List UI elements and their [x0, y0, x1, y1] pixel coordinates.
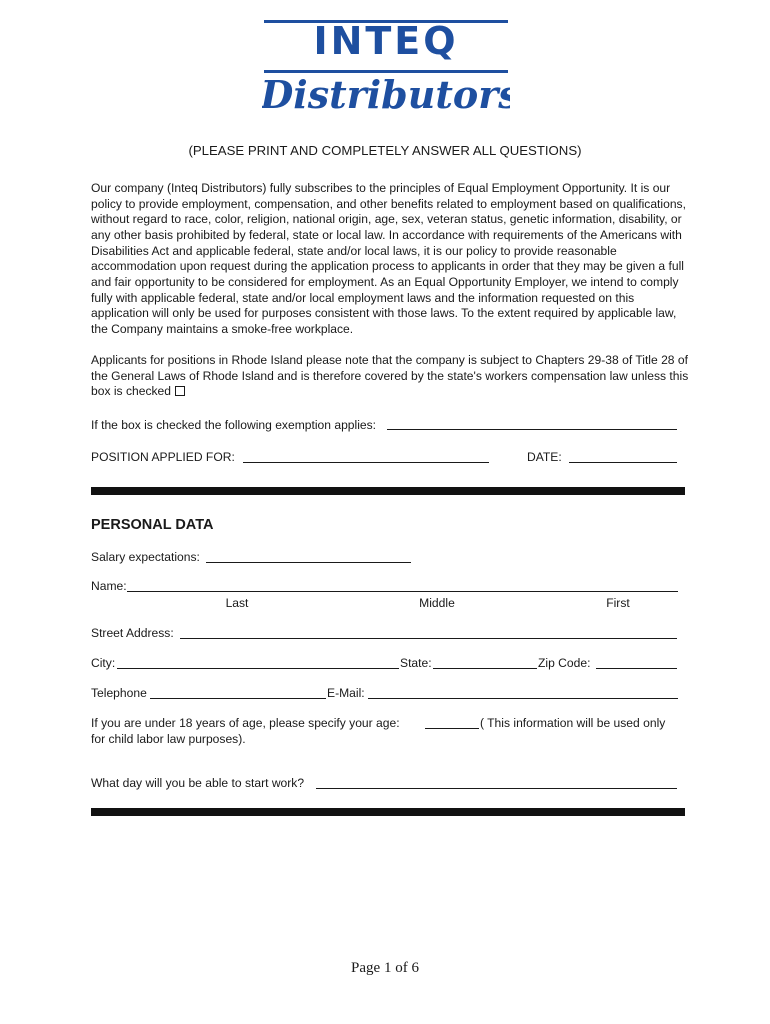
name-sublabel-last: Last: [225, 596, 249, 610]
email-label: E-Mail:: [327, 686, 365, 700]
exemption-checkbox[interactable]: [175, 386, 185, 396]
section-title-personal-data: PERSONAL DATA: [91, 517, 214, 533]
section-divider: [91, 487, 685, 495]
age-note-continued: for child labor law purposes).: [91, 732, 246, 746]
age-question: If you are under 18 years of age, please specify your age:: [91, 716, 400, 730]
salary-field[interactable]: [206, 562, 411, 563]
start-work-label: What day will you be able to start work?: [91, 776, 305, 790]
age-note: ( This information will be used only: [480, 716, 666, 730]
zip-code-label: Zip Code:: [538, 656, 591, 670]
date-label: DATE:: [527, 450, 562, 464]
form-instruction: (PLEASE PRINT AND COMPLETELY ANSWER ALL QUESTIONS): [188, 143, 582, 158]
name-field[interactable]: [127, 591, 678, 592]
zip-code-field[interactable]: [596, 668, 677, 669]
start-work-field[interactable]: [316, 788, 677, 789]
email-field[interactable]: [368, 698, 678, 699]
name-sublabel-middle: Middle: [419, 596, 455, 610]
telephone-label: Telephone: [91, 686, 147, 700]
position-field[interactable]: [243, 462, 489, 463]
rhode-island-notice: [91, 353, 691, 400]
city-label: City:: [91, 656, 116, 670]
city-field[interactable]: [117, 668, 399, 669]
exemption-label: If the box is checked the following exemption applies:: [91, 418, 377, 432]
salary-label: Salary expectations:: [91, 550, 200, 564]
date-field[interactable]: [569, 462, 677, 463]
section-divider-bottom: [91, 808, 685, 816]
rhode-island-text: Applicants for positions in Rhode Island please note that the company is subject to Chapters 29-38 of Title 28 of the General Laws of Rhode Island and is therefore covered by the state's workers compensation law unless this box is checked: [91, 353, 689, 399]
age-field[interactable]: [425, 728, 479, 729]
name-sublabel-first: First: [606, 596, 630, 610]
equal-opportunity-policy: Our company (Inteq Distributors) fully subscribes to the principles of Equal Employment Opportunity. It is our policy to provide employment, compensation, and other benefits related to employment based on qualifications, without regard to race, color, religion, national origin, age, sex, veteran status, genetic information, disability, or any other basis prohibited by federal, state or local law. In accordance with requirements of the Americans with Disabilities Act and applicable federal, state and/or local laws, it is our policy to provide reasonable accommodation upon request during the application process to applicants in order that they may be given a full and fair opportunity to be considered for employment. As an Equal Opportunity Employer, we intend to comply fully with applicable federal, state and/or local employment laws and the information requested on this application will only be used for purposes consistent with those laws. To the extent required by applicable law, the Company maintains a smoke-free workplace.: [91, 181, 686, 336]
logo-graphic: [262, 18, 510, 118]
logo-script-text: Distributors: [262, 72, 510, 117]
position-label: POSITION APPLIED FOR:: [91, 450, 235, 464]
state-label: State:: [400, 656, 432, 670]
logo-wordmark: INTEQ: [313, 19, 459, 63]
name-label: Name:: [91, 579, 127, 593]
telephone-field[interactable]: [150, 698, 326, 699]
exemption-field[interactable]: [387, 429, 677, 430]
page-number: Page 1 of 6: [351, 960, 419, 976]
street-address-field[interactable]: [180, 638, 677, 639]
state-field[interactable]: [433, 668, 537, 669]
company-logo: [262, 18, 510, 118]
street-address-label: Street Address:: [91, 626, 174, 640]
